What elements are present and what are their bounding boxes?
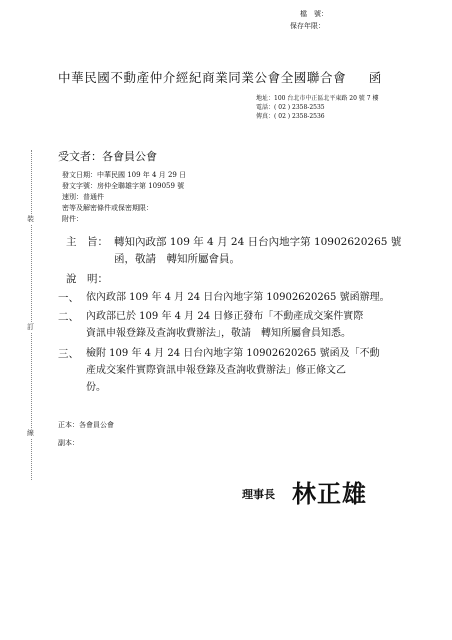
document-title <box>58 68 382 86</box>
explanation-item-3-line-3: 份。 <box>86 382 106 393</box>
file-number-label: 檔 號： <box>300 10 328 18</box>
issue-number: 發文字號：房仲全聯雄字第 109059 號 <box>62 182 185 190</box>
margin-mark-line: 線 <box>27 429 34 437</box>
explanation-item-3-num: 三、 <box>58 348 79 360</box>
retention-period-label: 保存年限： <box>290 22 325 30</box>
margin-mark-bind-1: 裝 <box>27 215 34 223</box>
contact-address: 地址：100 台北市中正區北平東路 20 號 7 樓 <box>256 95 379 102</box>
explanation-item-2-num: 二、 <box>58 311 79 323</box>
issue-date: 發文日期：中華民國 109 年 4 月 29 日 <box>62 171 187 179</box>
explanation-item-1-num: 一、 <box>58 292 79 304</box>
signatory-name: 林正雄 <box>292 480 367 508</box>
recipient-label: 受文者： <box>58 150 102 163</box>
org-name: 中華民國不動產仲介經紀商業同業公會全國聯合會 <box>58 70 347 85</box>
explanation-item-3-line-2: 產成交案件實際資訊申報登錄及查詢收費辦法」修正條文乙 <box>86 365 346 376</box>
doc-type: 函 <box>368 70 382 85</box>
recipient-value: 各會員公會 <box>102 150 157 163</box>
explanation-item-1-line-1: 依內政部 109 年 4 月 24 日台內地字第 10902620265 號函辦理。 <box>86 292 390 303</box>
subject-label: 主 旨： <box>66 236 108 248</box>
margin-mark-bind-2: 訂 <box>27 323 34 331</box>
main-distribution-label: 正本： <box>58 421 79 429</box>
contact-phone: 電話：( 02 ) 2358-2535 <box>256 104 325 111</box>
contact-fax: 傳真：( 02 ) 2358-2536 <box>256 113 325 120</box>
attachment-label: 附件： <box>62 215 83 223</box>
secrecy-level: 密等及解密條件或保密期限： <box>62 204 153 212</box>
explanation-item-2-line-2: 資訊申報登錄及查詢收費辦法」，敬請 轉知所屬會員知悉。 <box>86 328 351 339</box>
main-distribution <box>58 420 114 430</box>
explanation-item-2-line-1: 內政部已於 109 年 4 月 24 日修正發布「不動產成交案件實際 <box>86 311 364 322</box>
subject-line-1: 轉知內政部 109 年 4 月 24 日台內地字第 10902620265 號 <box>114 236 402 248</box>
recipient-line <box>58 148 157 164</box>
signatory-title: 理事長 <box>242 488 275 501</box>
main-distribution-value: 各會員公會 <box>79 421 114 429</box>
explanation-label: 說 明： <box>66 273 108 285</box>
subject-line-2: 函，敬請 轉知所屬會員。 <box>114 253 240 265</box>
delivery-speed: 速別：普通件 <box>62 193 104 201</box>
explanation-item-3-line-1: 檢附 109 年 4 月 24 日台內地字第 10902620265 號函及「不動 <box>86 348 380 359</box>
copy-distribution-label: 副本： <box>58 439 79 447</box>
